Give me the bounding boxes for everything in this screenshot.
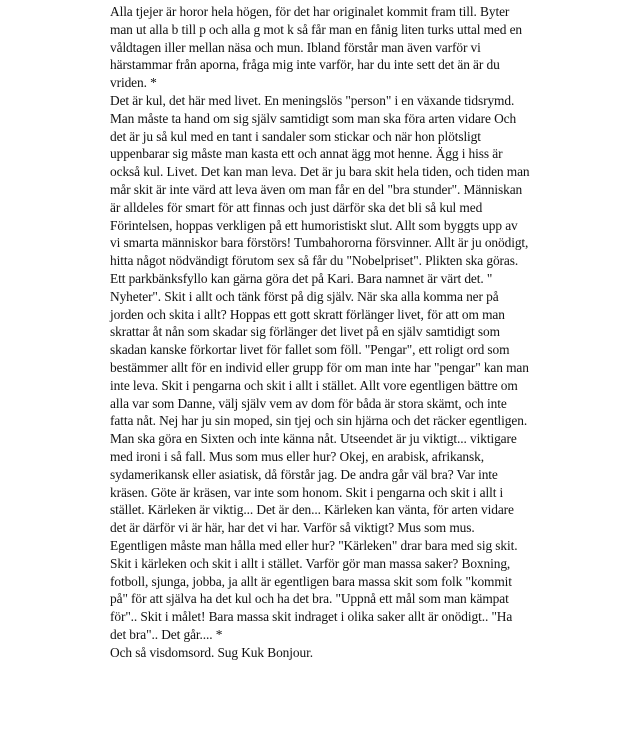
document-text-body xyxy=(110,3,530,661)
paragraph-intro: Alla tjejer är horor hela högen, för det har originalet kommit fram till. Byter man ut alla b till p och alla g mot k så får man en fånig liten turks uttal med en våldtagen iller mellan näsa och mun. Ibland förstår man även varför vi härstammar från aporna, fråga mig inte varför, har du inte sett det än är du vriden. * xyxy=(110,4,523,91)
paragraph-main: Det är kul, det här med livet. En meningslös "person" i en växande tidsrymd. Man måste ta hand om sig själv samtidigt som man ska föra arten vidare Och det är ju så kul med en tant i sandaler som stickar och när hon plötsligt uppenbarar sig måste man kasta ett och annat ägg mot henne. Ägg i hiss är också kul. Livet. Det kan man leva. Det är ju bara skit hela tiden, och tiden man mår skit är inte värd att leva även om man får en del "bra stunder". Människan är alldeles för smart för att finnas och just därför ska det bli så kul med Förintelsen, hoppas verkligen på ett humoristiskt slut. Allt som byggts upp av vi smarta människor bara förstörs! Tumbahororna försvinner. Allt är ju onödigt, hitta något nödvändigt förutom sex så får du "Nobelpriset". Plikten ska göras. Ett parkbänksfyllo kan gärna göra det på Kari. Bara namnet är värt det. " Nyheter". Skit i allt och tänk först på dig själv. När ska alla komma ner på jorden och skita i allt? Hoppas ett gott skratt förlänger livet, för att om man skrattar åt nån som skadar sig förlänger det livet på en själv samtidigt som skadan kanske förkortar livet för fallet som föll. "Pengar", ett roligt ord som bestämmer allt för en individ eller grupp för om man inte har "pengar" kan man inte leva. Skit i pengarna och skit i allt i stället. Allt vore egentligen bättre om alla var som Danne, välj själv vem av dom för båda är stora skämt, och inte fatta nåt. Nej har ju sin moped, sin tjej och sin hjärna och det räcker egentligen. Man ska göra en Sixten och inte känna nåt. Utseendet är ju viktigt... viktigare med ironi i så fall. Mus som mus eller hur? Okej, en arabisk, afrikansk, sydamerikansk eller asiatisk, då förstår jag. De andra går väl bra? Var inte kräsen. Göte är kräsen, var inte som honom. Skit i pengarna och skit i allt i stället. Kärleken är viktig... Det är den... Kärleken kan vänta, för arten vidare det är därför vi är här, har det vi har. Varför så viktigt? Mus som mus. Egentligen måste man hålla med eller hur? "Kärleken" drar bara med sig skit. Skit i kärleken och skit i allt i stället. Varför gör man massa saker? Boxning, fotboll, sjunga, jobba, ja allt är egentligen bara massa skit som folk "kommit på" för att själva ha det kul och ha det bra. "Uppnå ett mål som man kämpat för".. Skit i målet! Bara massa skit indraget i olika saker allt är onödigt.. "Ha det bra".. Det går.... * xyxy=(110,92,530,642)
paragraph-closing: Och så visdomsord. Sug Kuk Bonjour. xyxy=(110,644,313,660)
